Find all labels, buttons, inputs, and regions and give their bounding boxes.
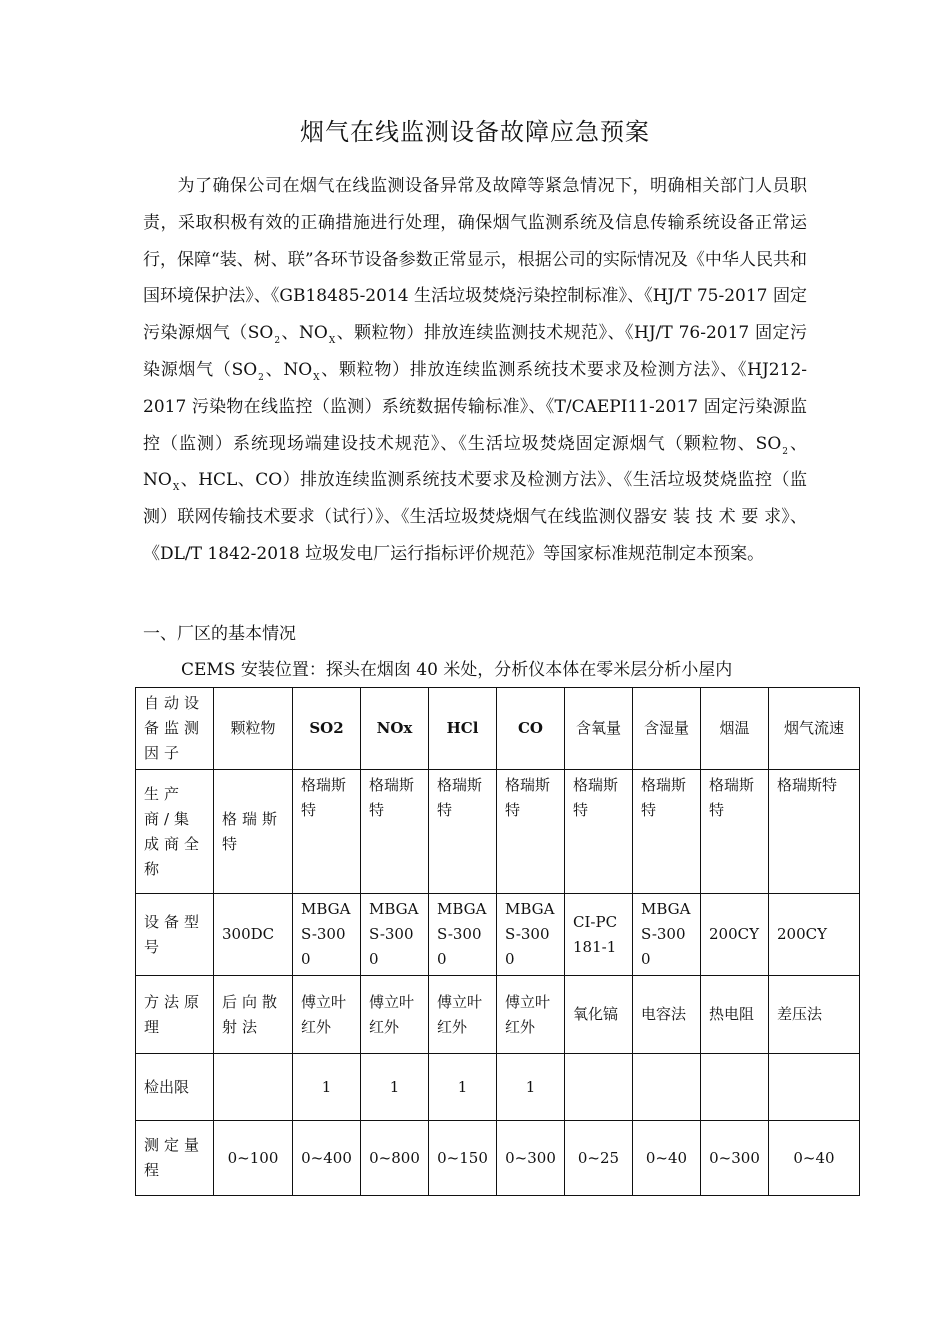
table-cell: [565, 1054, 633, 1121]
table-cell: 烟温: [701, 688, 769, 770]
table-cell: NOx: [361, 688, 429, 770]
table-cell: HCl: [429, 688, 497, 770]
table-cell: 200CY: [769, 894, 860, 976]
table-cell: 烟气流速: [769, 688, 860, 770]
table-cell: 电容法: [633, 976, 701, 1054]
table-cell: 检出限: [136, 1054, 214, 1121]
table-row-manufacturer: [136, 770, 860, 894]
table-row-method: [136, 976, 860, 1054]
table-cell: 含氧量: [565, 688, 633, 770]
intro-text-3: 、颗粒物）排放连续监测系统技术要求及检测方法》、《HJ212-2017 污染物在线监控（监测）系统数据传输标准》、《T/CAEPI11-2017 固定污染源监控（监测）系统现场端建设技术规范》、《生活垃圾焚烧固定源烟气（颗粒物、SO: [143, 359, 807, 454]
table-cell: [633, 1054, 701, 1121]
table-cell: CO: [497, 688, 565, 770]
table-cell: 颗粒物: [214, 688, 293, 770]
table-cell: MBGAS-3000: [633, 894, 701, 976]
table-cell: 测定量程: [136, 1121, 214, 1196]
table-cell: 0~100: [214, 1121, 293, 1196]
intro-text-1: 为了确保公司在烟气在线监测设备异常及故障等紧急情况下，明确相关部门人员职责，采取积极有效的正确措施进行处理，确保烟气监测系统及信息传输系统设备正常运行，保障“装、树、联”各环节设备参数正常显示，根据公司的实际情况及《中华人民共和国环境保护法》、《GB18485-2014 生活垃圾焚烧污染控制标准》、《HJ/T 75-2017 固定污染源烟气（SO: [143, 176, 807, 344]
table-cell: 格瑞斯特: [361, 770, 429, 894]
table-cell: 0~40: [769, 1121, 860, 1196]
table-cell: MBGAS-3000: [429, 894, 497, 976]
table-cell: 1: [361, 1054, 429, 1121]
table-cell: 0~300: [701, 1121, 769, 1196]
table-cell: 0~800: [361, 1121, 429, 1196]
table-cell: 300DC: [214, 894, 293, 976]
table-cell: 傅立叶红外: [361, 976, 429, 1054]
table-cell: [769, 1054, 860, 1121]
table-cell: 格瑞斯特: [701, 770, 769, 894]
intro-sep: 、NO: [143, 433, 807, 491]
subscript-2: 2: [782, 446, 788, 457]
table-cell: 差压法: [769, 976, 860, 1054]
table-cell: 1: [497, 1054, 565, 1121]
table-cell: 1: [429, 1054, 497, 1121]
table-cell: 格瑞斯特: [214, 770, 293, 894]
section-heading: 一、厂区的基本情况: [143, 624, 296, 644]
table-row-detection: [136, 1054, 860, 1121]
table-cell: MBGAS-3000: [361, 894, 429, 976]
table-cell: 傅立叶红外: [293, 976, 361, 1054]
table-cell: 格瑞斯特: [565, 770, 633, 894]
table-cell: SO2: [293, 688, 361, 770]
table-cell: [214, 1054, 293, 1121]
intro-text-4: 、HCL、CO）排放连续监测系统技术要求及检测方法》、《生活垃圾焚烧监控（监测）联网传输技术要求（试行）》、《生活垃圾焚烧烟气在线监测仪器安 装 技 术 要 求》、《DL/T 1842-2018 垃圾发电厂运行指标评价规范》等国家标准规范制定本预案。: [143, 470, 807, 564]
table-cell: 格瑞斯特: [293, 770, 361, 894]
table-cell: 方法原理: [136, 976, 214, 1054]
table-cell: 0~400: [293, 1121, 361, 1196]
subscript-2: 2: [258, 372, 264, 383]
table-cell: MBGAS-3000: [293, 894, 361, 976]
table-cell: 自动设备监测因子: [136, 688, 214, 770]
table-row-model: [136, 894, 860, 976]
table-cell: 含湿量: [633, 688, 701, 770]
subscript-x: X: [313, 372, 320, 383]
table-cell: 格瑞斯特: [497, 770, 565, 894]
table-cell: 设备型号: [136, 894, 214, 976]
table-cell: 格瑞斯特: [633, 770, 701, 894]
subscript-x: X: [172, 483, 180, 494]
table-cell: 格瑞斯特: [769, 770, 860, 894]
table-cell: CI-PC181-1: [565, 894, 633, 976]
table-cell: 后向散射法: [214, 976, 293, 1054]
table-cell: 氧化镐: [565, 976, 633, 1054]
subscript-x: X: [328, 336, 336, 347]
table-cell: 0~40: [633, 1121, 701, 1196]
intro-text-2: 、颗粒物）排放连续监测技术规范》、《HJ/T 76-2017 固定污染源烟气（SO: [143, 323, 807, 380]
table-cell: 0~150: [429, 1121, 497, 1196]
intro-sep: 、NO: [281, 323, 328, 344]
intro-sep: 、NO: [264, 359, 313, 380]
document-title: 烟气在线监测设备故障应急预案: [300, 118, 650, 146]
intro-paragraph: [143, 168, 807, 573]
table-cell: 生产商/集成商全称: [136, 770, 214, 894]
cems-table: [135, 687, 860, 1196]
table-cell: 傅立叶红外: [429, 976, 497, 1054]
table-cell: [701, 1054, 769, 1121]
table-cell: 热电阻: [701, 976, 769, 1054]
table-cell: 200CY: [701, 894, 769, 976]
table-cell: 0~300: [497, 1121, 565, 1196]
subscript-2: 2: [274, 336, 281, 347]
table-row-range: [136, 1121, 860, 1196]
table-cell: 傅立叶红外: [497, 976, 565, 1054]
table-cell: 格瑞斯特: [429, 770, 497, 894]
table-row-header: [136, 688, 860, 770]
install-location: CEMS 安装位置：探头在烟囱 40 米处，分析仪本体在零米层分析小屋内: [181, 660, 733, 680]
table-cell: 1: [293, 1054, 361, 1121]
table-cell: MBGAS-3000: [497, 894, 565, 976]
table-cell: 0~25: [565, 1121, 633, 1196]
